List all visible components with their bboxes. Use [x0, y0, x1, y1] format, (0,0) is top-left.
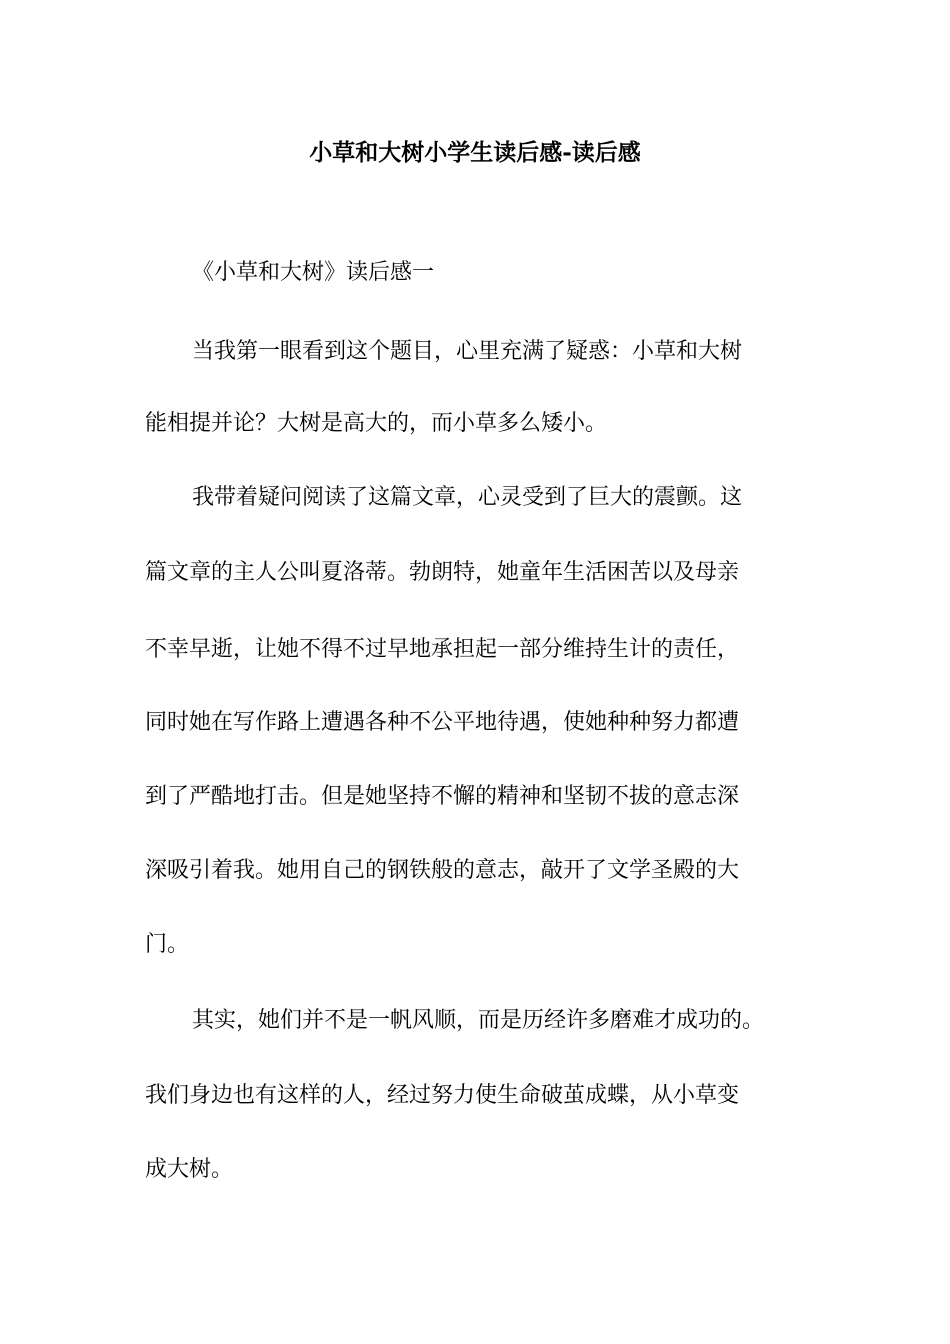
paragraph-line: 我们身边也有这样的人，经过努力使生命破茧成蝶，从小草变 [145, 1083, 740, 1108]
paragraph-line: 到了严酷地打击。但是她坚持不懈的精神和坚韧不拔的意志深 [145, 784, 740, 809]
paragraph-line: 成大树。 [145, 1157, 234, 1182]
paragraph-line: 当我第一眼看到这个题目，心里充满了疑惑：小草和大树 [192, 339, 743, 364]
paragraph-line: 我带着疑问阅读了这篇文章，心灵受到了巨大的震颤。这 [192, 485, 743, 510]
paragraph-line: 不幸早逝，让她不得不过早地承担起一部分维持生计的责任， [145, 637, 740, 662]
paragraph-line: 深吸引着我。她用自己的钢铁般的意志，敲开了文学圣殿的大 [145, 858, 740, 883]
paragraph-line: 门。 [145, 932, 190, 957]
document-title: 小草和大树小学生读后感-读后感 [309, 139, 641, 166]
paragraph-line: 其实，她们并不是一帆风顺，而是历经许多磨难才成功的。 [192, 1008, 765, 1033]
paragraph-line: 同时她在写作路上遭遇各种不公平地待遇，使她种种努力都遭 [145, 710, 740, 735]
paragraph-line: 篇文章的主人公叫夏洛蒂。勃朗特，她童年生活困苦以及母亲 [145, 560, 740, 585]
section-heading: 《小草和大树》读后感一 [192, 260, 435, 285]
paragraph-line: 能相提并论？大树是高大的，而小草多么矮小。 [145, 411, 608, 436]
